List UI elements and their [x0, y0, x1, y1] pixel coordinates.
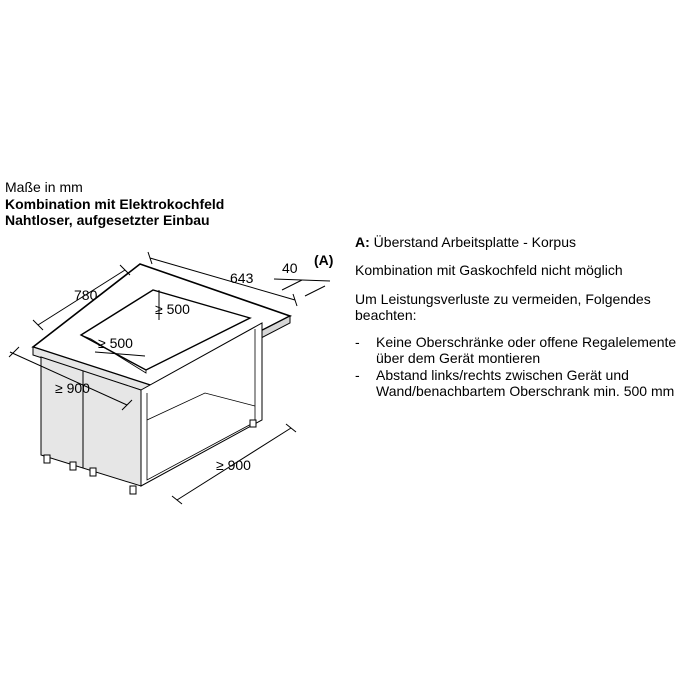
note-list-item: [355, 367, 695, 400]
note-list: [355, 334, 695, 399]
dim-label-500-width: ≥ 500: [98, 335, 133, 351]
dim-label-900-left: ≥ 900: [55, 380, 90, 396]
note-overhang-key: A:: [355, 234, 370, 250]
list-dash: -: [355, 366, 360, 383]
foot-5: [250, 420, 256, 427]
dim-label-900-right: ≥ 900: [216, 457, 251, 473]
title: Kombination mit Elektrokochfeld: [5, 195, 225, 212]
dim-label-40: 40: [282, 260, 298, 276]
dim-label-a: (A): [314, 252, 334, 268]
note-list-item: [355, 334, 695, 367]
dim-label-780: 780: [74, 287, 98, 303]
dim-label-643: 643: [230, 270, 254, 286]
dim-label-500-depth: ≥ 500: [155, 301, 190, 317]
list-item-text: Keine Oberschränke oder offene Regalelemente über dem Gerät montieren: [376, 334, 677, 367]
note-intro: Um Leistungsverluste zu vermeiden, Folgendes beachten:: [355, 290, 651, 323]
foot-2: [70, 462, 76, 470]
list-dash: -: [355, 334, 360, 351]
notes: [355, 234, 695, 399]
subtitle: Nahtloser, aufgesetzter Einbau: [5, 212, 210, 228]
header: [5, 179, 224, 229]
list-item-text: Abstand links/rechts zwischen Gerät und Wand/benachbartem Oberschrank min. 500 mm: [376, 366, 675, 400]
note-gas: Kombination mit Gaskochfeld nicht möglich: [355, 262, 623, 279]
foot-3: [90, 468, 96, 476]
note-overhang: [355, 234, 695, 250]
note-overhang-text: Überstand Arbeitsplatte - Korpus: [369, 234, 577, 250]
foot-1: [44, 455, 50, 463]
units-label: Maße in mm: [5, 179, 83, 195]
foot-4: [130, 486, 136, 494]
installation-diagram: [0, 240, 350, 530]
